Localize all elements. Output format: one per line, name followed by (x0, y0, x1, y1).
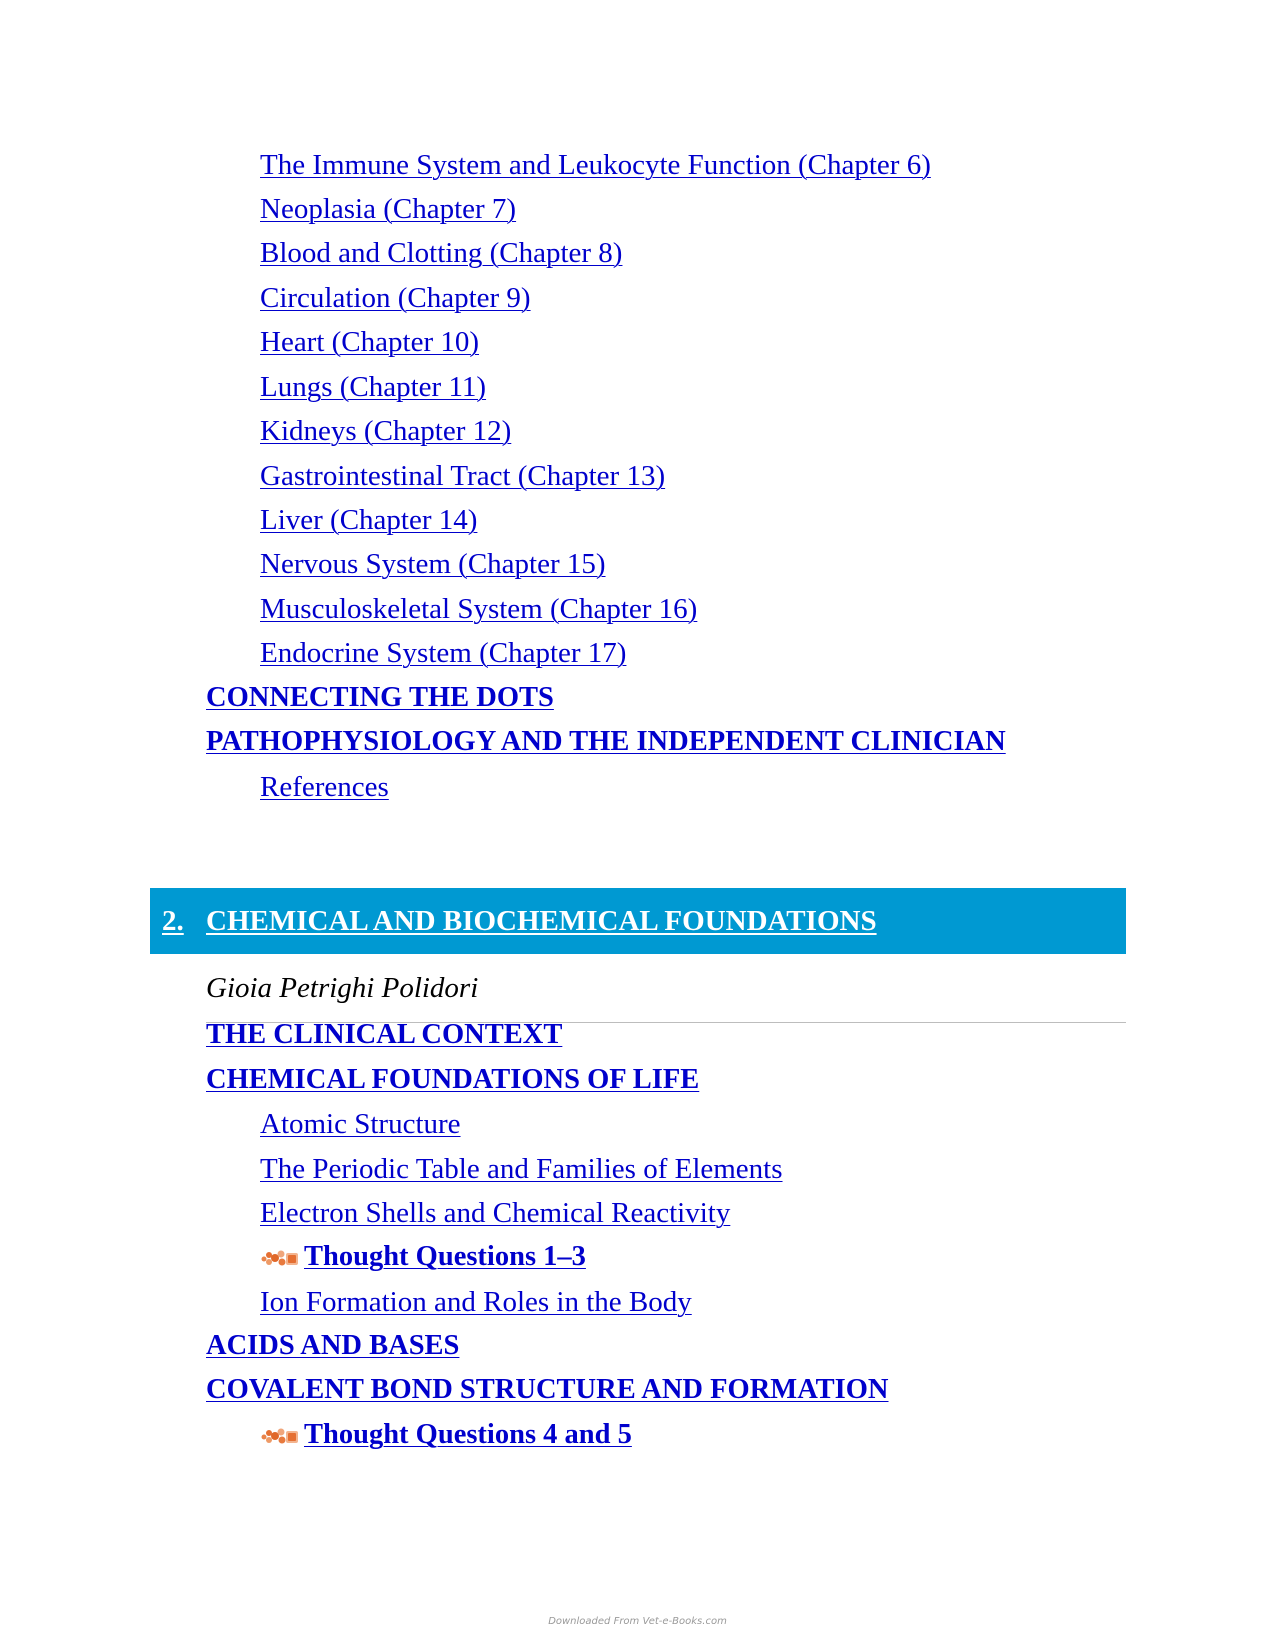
toc-link-periodic-table[interactable]: The Periodic Table and Families of Elements (260, 1153, 783, 1185)
toc-link-gastrointestinal[interactable]: Gastrointestinal Tract (Chapter 13) (260, 460, 666, 492)
toc-link-thought-questions-1-3[interactable]: Thought Questions 1–3 (304, 1241, 586, 1272)
toc-link-heart[interactable]: Heart (Chapter 10) (260, 326, 480, 358)
toc-link-electron-shells[interactable]: Electron Shells and Chemical Reactivity (260, 1197, 731, 1229)
toc-link-thought-questions-4-5[interactable]: Thought Questions 4 and 5 (304, 1419, 632, 1450)
toc-link-liver[interactable]: Liver (Chapter 14) (260, 504, 478, 536)
toc-link-ion-formation[interactable]: Ion Formation and Roles in the Body (260, 1286, 692, 1318)
toc-link-chemical-foundations[interactable]: CHEMICAL FOUNDATIONS OF LIFE (206, 1064, 700, 1095)
toc-link-clinical-context[interactable]: THE CLINICAL CONTEXT (206, 1019, 563, 1050)
chapter-title-link[interactable]: CHEMICAL AND BIOCHEMICAL FOUNDATIONS (206, 905, 877, 937)
toc-link-nervous-system[interactable]: Nervous System (Chapter 15) (260, 548, 606, 580)
toc-link-connecting-the-dots[interactable]: CONNECTING THE DOTS (206, 682, 554, 713)
toc-link-atomic-structure[interactable]: Atomic Structure (260, 1108, 461, 1140)
toc-link-circulation[interactable]: Circulation (Chapter 9) (260, 282, 531, 314)
toc-link-kidneys[interactable]: Kidneys (Chapter 12) (260, 415, 512, 447)
toc-link-independent-clinician[interactable]: PATHOPHYSIOLOGY AND THE INDEPENDENT CLINICIAN (206, 726, 1006, 757)
chapter-author: Gioia Petrighi Polidori (206, 972, 479, 1004)
toc-link-immune-system[interactable]: The Immune System and Leukocyte Function (Chapter 6) (260, 149, 931, 181)
toc-link-acids-and-bases[interactable]: ACIDS AND BASES (206, 1330, 460, 1361)
toc-link-covalent-bond[interactable]: COVALENT BOND STRUCTURE AND FORMATION (206, 1374, 889, 1405)
thought-questions-icon (260, 1424, 300, 1446)
toc-link-blood-clotting[interactable]: Blood and Clotting (Chapter 8) (260, 237, 623, 269)
toc-link-endocrine[interactable]: Endocrine System (Chapter 17) (260, 637, 627, 669)
thought-questions-icon (260, 1246, 300, 1268)
footer-watermark: Downloaded From Vet-e-Books.com (548, 1616, 727, 1627)
chapter-number[interactable]: 2. (162, 905, 184, 937)
toc-link-references[interactable]: References (260, 771, 389, 803)
toc-link-neoplasia[interactable]: Neoplasia (Chapter 7) (260, 193, 517, 225)
toc-item-thought-questions-4-5[interactable] (260, 1417, 632, 1453)
toc-link-lungs[interactable]: Lungs (Chapter 11) (260, 371, 487, 403)
toc-link-musculoskeletal[interactable]: Musculoskeletal System (Chapter 16) (260, 593, 698, 625)
toc-item-thought-questions-1-3[interactable] (260, 1239, 586, 1275)
